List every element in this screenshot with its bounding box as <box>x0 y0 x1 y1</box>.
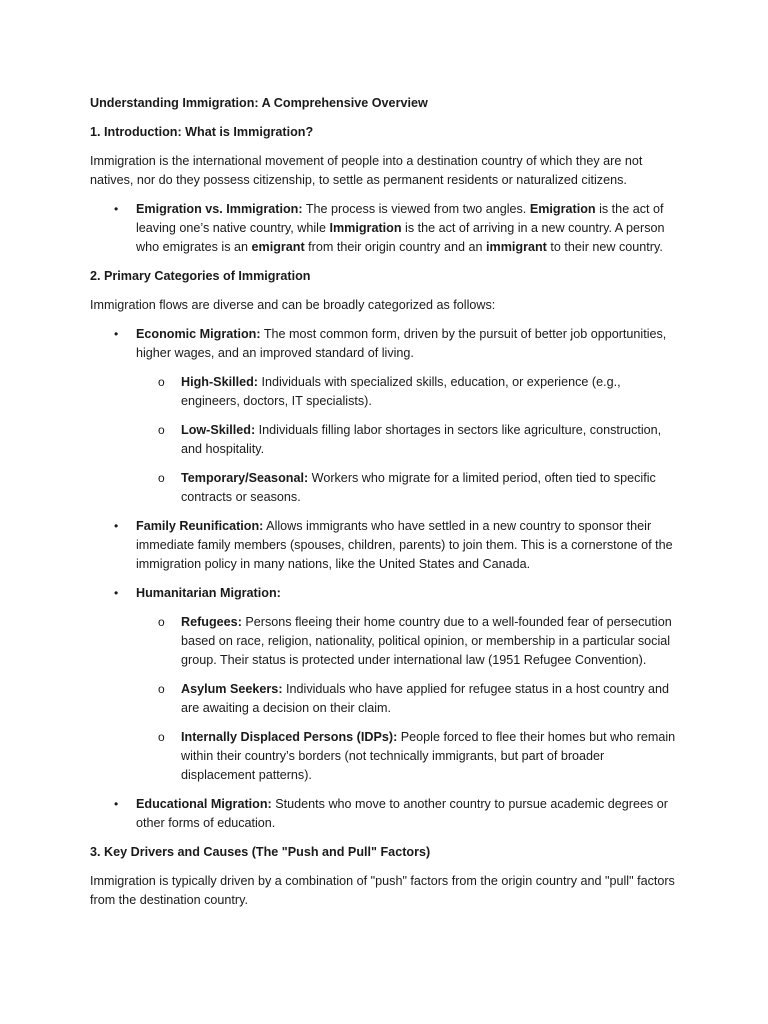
bullet-marker: • <box>114 202 119 216</box>
sub-bullet-low-skilled <box>90 421 680 459</box>
bullet-text: The process is viewed from two angles. <box>302 202 530 216</box>
sub-bullet-marker: o <box>158 423 165 437</box>
bullet-marker: • <box>114 327 119 341</box>
bullet-marker: • <box>114 519 119 533</box>
document-title: Understanding Immigration: A Comprehensive Overview <box>90 96 428 110</box>
sub-bullet-label: High-Skilled: <box>181 375 258 389</box>
bullet-label: Humanitarian Migration: <box>136 586 281 600</box>
bullet-family-reunification <box>90 517 680 574</box>
sub-bullet-marker: o <box>158 375 165 389</box>
keyword: emigrant <box>251 240 305 254</box>
bullet-label: Family Reunification: <box>136 519 264 533</box>
bullet-educational-migration <box>90 795 680 833</box>
bullet-emigration-vs-immigration <box>90 200 680 257</box>
bullet-economic-migration <box>90 325 680 363</box>
sub-bullet-high-skilled <box>90 373 680 411</box>
sub-bullet-marker: o <box>158 730 165 744</box>
section-2-paragraph: Immigration flows are diverse and can be broadly categorized as follows: <box>90 298 496 312</box>
keyword: immigrant <box>486 240 547 254</box>
sub-bullet-idps <box>90 728 680 785</box>
bullet-label: Economic Migration: <box>136 327 261 341</box>
sub-bullet-temporary-seasonal <box>90 469 680 507</box>
bullet-text: is the act of leaving one’s native country, while <box>136 202 664 235</box>
sub-bullet-text: Individuals filling labor shortages in sectors like agriculture, construction, and hospitality. <box>181 423 662 456</box>
section-3-paragraph: Immigration is typically driven by a combination of "push" factors from the origin country and "pull" factors from the destination country. <box>90 874 675 907</box>
sub-bullet-marker: o <box>158 615 165 629</box>
sub-bullet-text: Persons fleeing their home country due to a well-founded fear of persecution based on race, religion, nationality, political opinion, or membership in a particular social group. Their status is protected under international law (1951 Refugee Convention). <box>181 615 672 667</box>
keyword: Emigration <box>529 202 596 216</box>
bullet-label: Emigration vs. Immigration: <box>136 202 303 216</box>
bullet-marker: • <box>114 586 119 600</box>
sub-bullet-text: Individuals who have applied for refugee status in a host country and are awaiting a decision on their claim. <box>181 682 669 715</box>
bullet-label: Educational Migration: <box>136 797 272 811</box>
keyword: Immigration <box>329 221 402 235</box>
bullet-marker: • <box>114 797 119 811</box>
sub-bullet-refugees <box>90 613 680 670</box>
section-1-paragraph: Immigration is the international movement of people into a destination country of which they are not natives, nor do they possess citizenship, to settle as permanent residents or naturalized citizens. <box>90 154 643 187</box>
sub-bullet-marker: o <box>158 471 165 485</box>
bullet-text: is the act of arriving in a new country. A person who emigrates is an <box>136 221 665 254</box>
bullet-text: to their new country. <box>546 240 663 254</box>
sub-bullet-label: Refugees: <box>181 615 242 629</box>
sub-bullet-label: Internally Displaced Persons (IDPs): <box>181 730 398 744</box>
sub-bullet-label: Temporary/Seasonal: <box>181 471 309 485</box>
sub-bullet-label: Asylum Seekers: <box>181 682 283 696</box>
bullet-text: from their origin country and an <box>304 240 486 254</box>
bullet-humanitarian-migration <box>90 584 680 603</box>
bullet-text: Students who move to another country to pursue academic degrees or other forms of education. <box>136 797 668 830</box>
sub-bullet-text: Individuals with specialized skills, education, or experience (e.g., engineers, doctors, IT specialists). <box>181 375 621 408</box>
bullet-text: The most common form, driven by the pursuit of better job opportunities, higher wages, and an improved standard of living. <box>136 327 667 360</box>
section-1-heading: 1. Introduction: What is Immigration? <box>90 125 314 139</box>
sub-bullet-text: Workers who migrate for a limited period, often tied to specific contracts or seasons. <box>181 471 656 504</box>
sub-bullet-marker: o <box>158 682 165 696</box>
section-3-heading: 3. Key Drivers and Causes (The "Push and Pull" Factors) <box>90 845 431 859</box>
sub-bullet-label: Low-Skilled: <box>181 423 256 437</box>
bullet-text: Allows immigrants who have settled in a new country to sponsor their immediate family members (spouses, children, parents) to join them. This is a cornerstone of the immigration policy in many nations, like the United States and Canada. <box>136 519 673 571</box>
sub-bullet-text: People forced to flee their homes but who remain within their country’s borders (not technically immigrants, but part of broader displacement patterns). <box>181 730 676 782</box>
section-2-heading: 2. Primary Categories of Immigration <box>90 269 311 283</box>
sub-bullet-asylum-seekers <box>90 680 680 718</box>
